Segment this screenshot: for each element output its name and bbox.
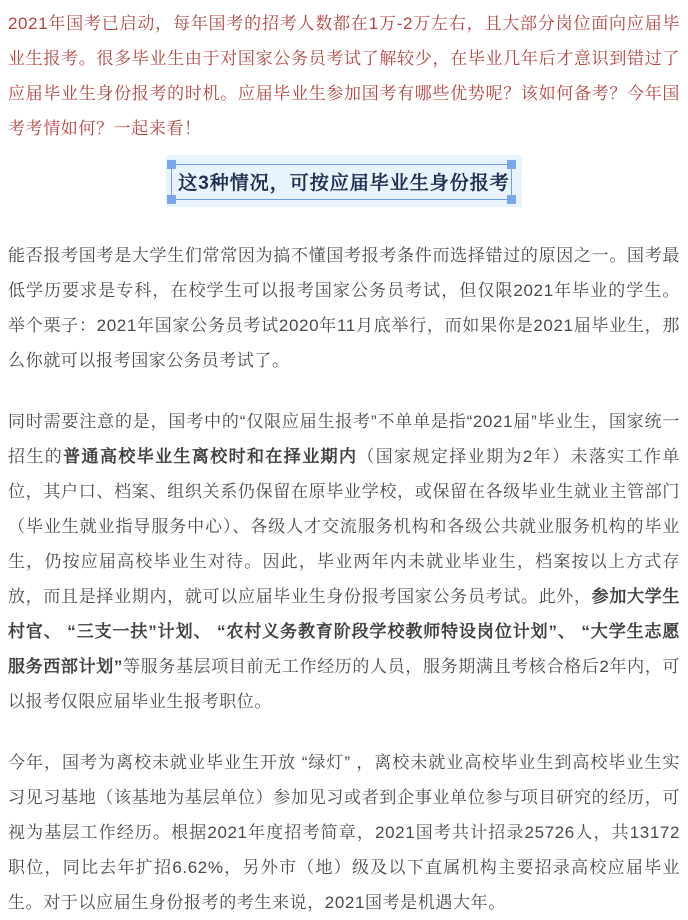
section-title: 这3种情况，可按应届毕业生身份报考 <box>178 172 510 194</box>
intro-paragraph: 2021年国考已启动，每年国考的招考人数都在1万-2万左右，且大部分岗位面向应届毕业生报考。很多毕业生由于对国家公务员考试了解较少，在毕业几年后才意识到错过了应届毕业生身份报考的时机。应届毕业生参加国考有哪些优势呢？该如何备考？今年国考考情如何？一起来看！ <box>8 14 680 138</box>
body-paragraph <box>8 404 680 719</box>
paragraph-segment: 等服务基层项目前无工作经历的人员，服务期满且考核合格后2年内，可以报考仅限应届毕业生报考职位。 <box>8 657 681 711</box>
paragraph-segment-bold: 普通高校毕业生离校时和在择业期内 <box>63 447 358 466</box>
paragraph-segment: （国家规定择业期为2年）未落实工作单位，其户口、档案、组织关系仍保留在原毕业学校，或保留在各级毕业生就业主管部门（毕业生就业指导服务中心）、各级人才交流服务机构和各级公共就业服务机构的毕业生，仍按应届高校毕业生对待。因此，毕业两年内未就业毕业生，档案按以上方式存放，而且是择业期内，就可以应届毕业生身份报考国家公务员考试。此外， <box>8 447 680 606</box>
body-paragraph <box>8 745 680 920</box>
paragraph-segment: 能否报考国考是大学生们常常因为搞不懂国考报考条件而选择错过的原因之一。国考最低学历要求是专科，在校学生可以报考国家公务员考试，但仅限2021年毕业的学生。举个栗子：2021年国家公务员考试2020年11月底举行，而如果你是2021届毕业生，那么你就可以报考国家公务员考试了。 <box>8 246 680 370</box>
paragraph-segment: 同时需要注意的是，国考中的“仅限应届生报考”不单单是指“2021届”毕业生，国家统一招生的 <box>8 412 680 466</box>
paragraph-segment: 今年，国考为离校未就业毕业生开放 “绿灯” ，离校未就业高校毕业生到高校毕业生实习见习基地（该基地为基层单位）参加见习或者到企事业单位参与项目研究的经历，可视为基层工作经历。根据2021年度招考简章，2021国考共计招录25726人，共13172职位，同比去年扩招6.62%，另外市（地）级及以下直属机构主要招录高校应届毕业生。对于以应届生身份报考的考生来说，2021国考是机遇大年。 <box>8 753 680 912</box>
paragraph-segment-bold: 参加大学生村官、 “三支一扶”计划、 “农村义务教育阶段学校教师特设岗位计划”、 “大学生志愿服务西部计划” <box>8 587 681 676</box>
body-paragraph <box>8 238 680 378</box>
section-title-banner <box>166 155 522 207</box>
